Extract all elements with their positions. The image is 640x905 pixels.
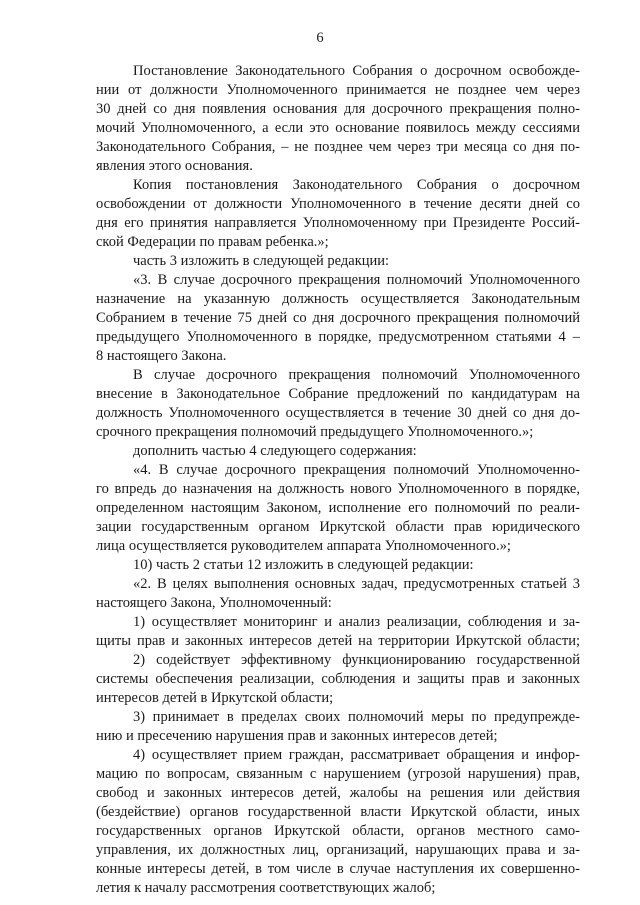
text-line: мочий Уполномоченного, а если это основание появилось между сессиями xyxy=(96,120,580,136)
text-line: Постановление Законодательного Собрания о досрочном освобожде- xyxy=(133,63,580,79)
text-line: «2. В целях выполнения основных задач, предусмотренных статьей 3 xyxy=(133,576,580,592)
text-line: летия к началу рассмотрения соответствующих жалоб; xyxy=(96,880,436,896)
text-line: системы обеспечения реализации, соблюдения и защиты прав и законных xyxy=(96,671,580,687)
text-line: ской Федерации по правам ребенка.»; xyxy=(96,234,329,250)
text-line: дополнить частью 4 следующего содержания: xyxy=(133,443,417,459)
page-number: 6 xyxy=(316,30,324,46)
text-line: предыдущего Уполномоченного в порядке, предусмотренном статьями 4 – xyxy=(96,329,580,345)
text-line: Копия постановления Законодательного Собрания о досрочном xyxy=(133,177,580,193)
text-line: «4. В случае досрочного прекращения полномочий Уполномоченно- xyxy=(133,462,580,478)
text-line: настоящего Закона, Уполномоченный: xyxy=(96,595,332,611)
text-line: 4) осуществляет прием граждан, рассматривает обращения и инфор- xyxy=(133,747,580,763)
text-line: нии от должности Уполномоченного принимается не позднее чем через xyxy=(96,82,580,98)
text-line: конные интересы детей, в том числе в случае наступления их совершенно- xyxy=(96,861,580,877)
text-line: мацию по вопросам, связанным с нарушением (угрозой нарушения) прав, xyxy=(96,766,580,782)
text-line: 2) содействует эффективному функционированию государственной xyxy=(133,652,580,668)
text-line: управления, их должностных лиц, организаций, нарушающих права и за- xyxy=(96,842,580,858)
text-line: щиты прав и законных интересов детей на территории Иркутской области; xyxy=(96,633,580,649)
text-line: Законодательного Собрания, – не позднее чем через три месяца со дня по- xyxy=(96,139,580,155)
text-line: часть 3 изложить в следующей редакции: xyxy=(133,253,390,269)
text-line: 30 дней со дня появления основания для досрочного прекращения полно- xyxy=(96,101,580,117)
text-line: явления этого основания. xyxy=(96,158,253,174)
text-line: (бездействие) органов государственной власти Иркутской области, иных xyxy=(96,804,580,820)
text-line: освобождении от должности Уполномоченного в течение десяти дней со xyxy=(96,196,580,212)
text-line: зации государственным органом Иркутской области прав юридического xyxy=(96,519,580,535)
text-line: Собранием в течение 75 дней со дня досрочного прекращения полномочий xyxy=(96,310,580,326)
text-line: интересов детей в Иркутской области; xyxy=(96,690,334,706)
text-line: срочного прекращения полномочий предыдущего Уполномоченного.»; xyxy=(96,424,534,440)
text-line: государственных органов Иркутской области, органов местного само- xyxy=(96,823,580,839)
text-line: «3. В случае досрочного прекращения полномочий Уполномоченного xyxy=(133,272,580,288)
text-line: В случае досрочного прекращения полномочий Уполномоченного xyxy=(133,367,580,383)
text-line: должность Уполномоченного осуществляется в течение 30 дней со дня до- xyxy=(96,405,580,421)
text-line: го впредь до назначения на должность нового Уполномоченного в порядке, xyxy=(96,481,580,497)
text-line: нию и пресечению нарушения прав и законных интересов детей; xyxy=(96,728,498,744)
text-line: дня его принятия направляется Уполномоченному при Президенте Россий- xyxy=(96,215,580,231)
text-line: определенном настоящим Законом, исполнение его полномочий по реали- xyxy=(96,500,580,516)
text-line: 10) часть 2 статьи 12 изложить в следующей редакции: xyxy=(133,557,474,573)
text-line: назначение на указанную должность осуществляется Законодательным xyxy=(96,291,580,307)
text-line: внесение в Законодательное Собрание предложений по кандидатурам на xyxy=(96,386,580,402)
text-line: 3) принимает в пределах своих полномочий меры по предупрежде- xyxy=(133,709,580,725)
text-line: 8 настоящего Закона. xyxy=(96,348,227,364)
text-line: лица осуществляется руководителем аппарата Уполномоченного.»; xyxy=(96,538,511,554)
text-line: свобод и законных интересов детей, жалобы на решения или действия xyxy=(96,785,580,801)
text-line: 1) осуществляет мониторинг и анализ реализации, соблюдения и за- xyxy=(133,614,580,630)
